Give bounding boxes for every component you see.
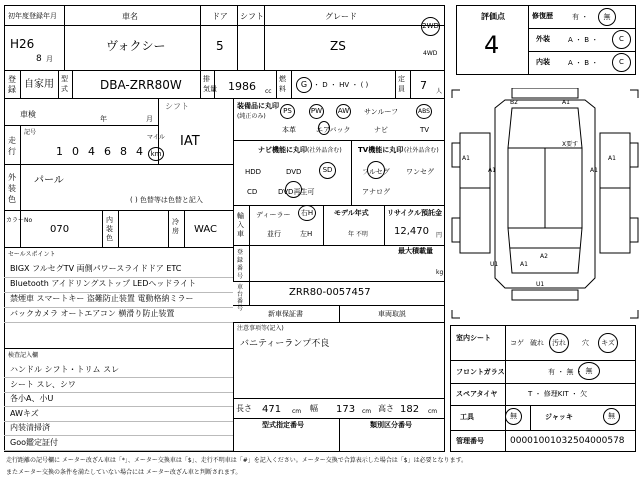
use-value: 自家用 (24, 79, 54, 90)
displacement-label-1: 排 (203, 75, 210, 83)
class-number-label: 類別区分番号 (370, 421, 412, 429)
mark-u1: U1 (536, 281, 545, 288)
doors-value: 5 (216, 39, 224, 53)
divider (450, 405, 636, 406)
car-name-label: 車名 (122, 12, 138, 21)
divider (395, 70, 396, 98)
divider (58, 70, 59, 98)
equip-tv: TV (420, 126, 430, 134)
divider (4, 98, 445, 99)
fuel-label-1: 燃 (279, 75, 286, 83)
capacity-label-2: 員 (398, 85, 405, 93)
max-load-label: 最大積載量 (398, 247, 433, 255)
divider (264, 5, 265, 70)
dvd-play-circle-mark (285, 181, 302, 198)
divider (4, 164, 233, 165)
divider (530, 405, 531, 430)
seat-scratch-circled: キズ (598, 333, 618, 353)
inspection-month: 月 (146, 115, 153, 123)
height-value: 182 (400, 404, 420, 415)
divider (249, 205, 250, 245)
parallel-label: 並行 (267, 230, 281, 238)
divider (233, 98, 234, 265)
new-car-warranty: 新車保証書 (268, 310, 303, 318)
divider (184, 210, 185, 247)
mark-u1-b: U1 (490, 261, 499, 268)
seat-opt-hole: 穴 (582, 339, 589, 347)
glass-none-circled: 無 (578, 362, 600, 380)
mileage-side-label: 走行 (8, 136, 16, 156)
length-label: 長さ (236, 404, 252, 413)
first-reg-month: 8 (36, 54, 42, 64)
sales-point-line: BIGX フルセグTV 両側パワースライドドア ETC (10, 264, 182, 273)
vehicle-manual: 車両取説 (378, 310, 406, 318)
mark-b2: B2 (510, 99, 518, 106)
divider (4, 125, 158, 126)
score-value: 4 (484, 31, 500, 59)
displacement-label-2: 気量 (203, 85, 217, 93)
tools-none-circled: 無 (505, 408, 522, 425)
mark-a1-mr: A1 (590, 167, 598, 174)
mark-a1-top: A1 (562, 99, 570, 106)
exterior-grade-label: 外装 (536, 35, 550, 43)
tv-fullseg: フルセグ (362, 168, 390, 176)
inspection-year: 年 (100, 115, 107, 123)
divider (20, 210, 21, 247)
divider (20, 125, 21, 164)
divider (528, 51, 636, 52)
capacity-value: 7 (420, 79, 427, 92)
recycle-unit: 円 (436, 232, 443, 239)
nav-cd: CD (247, 188, 258, 196)
notes-value: バニティーランプ不良 (240, 339, 330, 349)
jack-none-circled: 無 (603, 408, 620, 425)
equip-aw-circled: AW (336, 104, 351, 119)
mark-a1-ml: A1 (488, 167, 496, 174)
interior-label: 内装色 (106, 216, 113, 242)
glass-label: フロントガラス (456, 368, 505, 376)
sales-point-label: セールスポイント (8, 251, 56, 258)
equip-abs-circled: ABS (416, 104, 432, 119)
model-label-2: 式 (61, 85, 68, 93)
tv-title: TV機能に丸印 (358, 146, 404, 154)
nav-dvd-play: DVD再生可 (278, 188, 315, 196)
sales-point-line: Bluetooth アイドリングストップ LEDヘッドライト (10, 279, 197, 288)
exterior-color-value: パール (34, 175, 64, 186)
mileage-digit: 4 (88, 145, 95, 158)
divider (249, 245, 250, 305)
length-unit: cm (292, 408, 302, 415)
divider (323, 205, 324, 245)
repair-label: 修復歴 (532, 12, 553, 20)
divider (4, 421, 233, 422)
fuel-label-2: 料 (279, 85, 286, 93)
length-value: 471 (262, 404, 282, 415)
inspection-note-line: ハンドル シフト・トリム スレ (10, 365, 120, 374)
divider (237, 5, 238, 70)
aircon-value: WAC (194, 224, 217, 235)
divider (118, 210, 119, 247)
car-damage-diagram (450, 88, 640, 320)
divider (528, 28, 636, 29)
color-change-note: ( ) 色替等は色替と記入 (130, 196, 203, 204)
divider (233, 322, 234, 452)
divider (528, 5, 529, 75)
divider (200, 5, 201, 70)
divider (233, 140, 445, 141)
divider (339, 418, 340, 452)
divider (233, 281, 445, 282)
displacement-value: 1986 (228, 80, 256, 93)
divider (200, 70, 201, 98)
divider (4, 435, 233, 436)
interior-grade-label: 内装 (536, 58, 550, 66)
divider (102, 210, 103, 247)
inspection-note-line: 内装清掃済 (10, 423, 50, 432)
mark-a1-left: A1 (462, 155, 470, 162)
reg-header-2: 録 (8, 85, 16, 94)
equipment-sub: (純正のみ) (237, 113, 266, 120)
divider (168, 210, 169, 247)
mileage-note: 記号 (24, 129, 37, 136)
divider (233, 245, 234, 281)
model-year-label: モデル年式 (334, 209, 369, 217)
model-label-1: 型 (61, 75, 68, 83)
height-label: 高さ (378, 404, 394, 413)
mark-a1-right: A1 (608, 155, 616, 162)
mileage-digit: 8 (120, 145, 127, 158)
model-value: DBA-ZRR80W (100, 78, 182, 92)
tv-analog: アナログ (362, 188, 390, 196)
inspection-note-line: 各小A、小U (10, 394, 54, 403)
divider (450, 383, 636, 384)
grade-value: ZS (330, 39, 346, 53)
kg-unit: kg (436, 269, 444, 276)
divider (4, 292, 233, 293)
jack-label: ジャッキ (545, 413, 573, 421)
divider (233, 245, 445, 246)
score-label: 評価点 (481, 12, 505, 21)
inspection-notes-label: 検査記入欄 (8, 352, 39, 359)
equip-leather: 本革 (282, 126, 296, 134)
mileage-digit: 4 (136, 145, 143, 158)
mileage-digit: 1 (56, 145, 63, 158)
model-year-value: 年 不明 (348, 231, 368, 238)
divider (276, 70, 277, 98)
tv-sub: (社外品含む) (404, 147, 439, 154)
mark-a1-bottom: A1 (520, 261, 528, 268)
divider (4, 377, 233, 378)
recycle-amount: 12,470 (394, 226, 429, 237)
km-circled: km (148, 147, 164, 161)
equip-airbag: エアバック (316, 126, 351, 134)
nav-sub: (社外品含む) (307, 147, 342, 154)
divider (450, 360, 636, 361)
repair-options: 有 ・ (572, 13, 589, 21)
mile-label: マイル (147, 134, 165, 141)
mgmt-value: 00001001032504000578 (510, 436, 625, 446)
reg-no-label: 登録番号 (237, 249, 244, 280)
divider (4, 70, 445, 71)
nav-sd-circled: SD (319, 162, 336, 179)
first-reg-month-suffix: 月 (46, 55, 53, 63)
divider (214, 70, 215, 98)
equip-ps-circled: PS (280, 104, 295, 119)
spare-options: T ・ 修理KIT ・ 欠 (528, 390, 588, 398)
width-label: 幅 (310, 404, 318, 413)
divider (291, 70, 292, 98)
mileage-digit: 0 (72, 145, 79, 158)
divider (450, 430, 636, 431)
interior-grade-options: A ・ B ・ (568, 59, 599, 67)
divider (351, 140, 352, 205)
seat-label: 室内シート (456, 334, 491, 342)
shift-small-label: シフト (165, 102, 189, 111)
airbag-circle-mark (318, 121, 330, 135)
divider (4, 307, 233, 308)
fuel-options: ・ D ・ HV ・ ( ) (313, 81, 369, 89)
persons-unit: 人 (436, 88, 443, 95)
sales-point-line: バックカメラ オートエアコン 横滑り防止装置 (10, 309, 175, 318)
divider (20, 164, 21, 210)
fullseg-circle-mark (367, 161, 385, 179)
notes-label: 注意事項等(記入) (237, 325, 284, 332)
first-reg-year: H26 (10, 37, 35, 51)
nav-dvd: DVD (286, 168, 302, 176)
cc-unit: cc (265, 88, 272, 95)
import-label: 輸入車 (237, 212, 244, 238)
divider (4, 25, 445, 26)
divider (384, 205, 385, 245)
repair-none-circled: 無 (598, 8, 616, 26)
chassis-value: ZRR80-0057457 (289, 287, 371, 298)
dealer-label: ディーラー (256, 211, 291, 219)
divider (4, 450, 233, 451)
divider (505, 325, 506, 452)
tv-oneseg: ワンセグ (406, 168, 434, 176)
inspection-note-line: AWキズ (10, 408, 39, 418)
first-reg-label: 初年度登録年月 (8, 12, 57, 20)
exterior-grade-c-circled: C (612, 30, 631, 49)
width-unit: cm (362, 408, 372, 415)
aircon-label: 冷房 (172, 218, 179, 235)
door-label: ドア (212, 12, 228, 21)
steering-left: 左H (300, 230, 313, 238)
divider (233, 205, 445, 206)
divider (4, 406, 233, 407)
footnote-2: またメーター交換の条件を満たしていない場合には メーター改ざん車と判断されます。 (6, 469, 242, 476)
reg-header-1: 登 (8, 75, 16, 84)
recycle-label: リサイクル預託金 (387, 209, 443, 217)
nav-hdd: HDD (245, 168, 262, 176)
divider (4, 277, 233, 278)
exterior-label: 外装色 (8, 173, 16, 204)
tools-label: 工具 (460, 413, 474, 421)
nav-title: ナビ機能に丸印 (258, 146, 307, 154)
equip-navi: ナビ (374, 126, 388, 134)
divider (4, 392, 233, 393)
inspection-label: 車検 (20, 110, 36, 119)
interior-grade-c-circled: C (612, 53, 631, 72)
divider (4, 348, 233, 349)
spare-label: スペアタイヤ (456, 390, 498, 398)
color-no-value: 070 (50, 224, 70, 235)
steering-right-circled: 右H (298, 205, 316, 221)
seat-opt-tear: 破れ (530, 339, 544, 347)
fuel-gas-circled: G (296, 77, 312, 93)
divider (64, 5, 65, 70)
capacity-label-1: 定 (398, 75, 405, 83)
equip-pw-circled: PW (309, 104, 324, 119)
divider (4, 322, 233, 323)
glass-options: 有 ・ 無 ・ (548, 368, 583, 376)
divider (72, 70, 73, 98)
seat-opt-burn: コゲ (510, 339, 524, 347)
color-no-label: カラーNo (6, 217, 33, 224)
divider (233, 398, 445, 399)
grade-label: グレード (325, 12, 357, 21)
seat-dirt-circled: 汚れ (549, 333, 569, 353)
sales-point-line: 禁煙車 スマートキー 盗難防止装置 電動格納ミラー (10, 294, 194, 303)
drive-4wd: 4WD (423, 50, 438, 57)
divider (410, 70, 411, 98)
mark-x: X要す (562, 141, 579, 148)
divider (20, 70, 21, 98)
chassis-label: 車台番号 (237, 284, 244, 312)
inspection-note-line: Goo鑑定証付 (10, 437, 58, 447)
equipment-title: 装備品に丸印 (237, 102, 279, 110)
divider (4, 247, 233, 248)
height-unit: cm (428, 408, 438, 415)
shift-header-label: シフト (240, 12, 264, 21)
car-name-value: ヴォクシー (106, 39, 166, 53)
equip-sunroof: サンルーフ (364, 108, 399, 116)
divider (233, 322, 445, 323)
shift-value: IAT (180, 134, 200, 149)
exterior-grade-options: A ・ B ・ (568, 36, 599, 44)
footnote-1: 走行距離の記号欄に メーター改ざん車は「*」、メーター交換車は「$」、走行不明車は「#」を記入ください。メーター交換で合算表示した場合は「$」は必要となります。 (6, 457, 468, 464)
type-designation-label: 型式指定番号 (262, 421, 304, 429)
width-value: 173 (336, 404, 356, 415)
divider (339, 305, 340, 322)
inspection-note-line: シート スレ、シワ (10, 379, 76, 389)
mileage-digit: 6 (104, 145, 111, 158)
mgmt-label: 管理番号 (456, 437, 484, 445)
drive-2wd-circled: 2WD (421, 17, 440, 36)
mark-a2: A2 (540, 253, 548, 260)
